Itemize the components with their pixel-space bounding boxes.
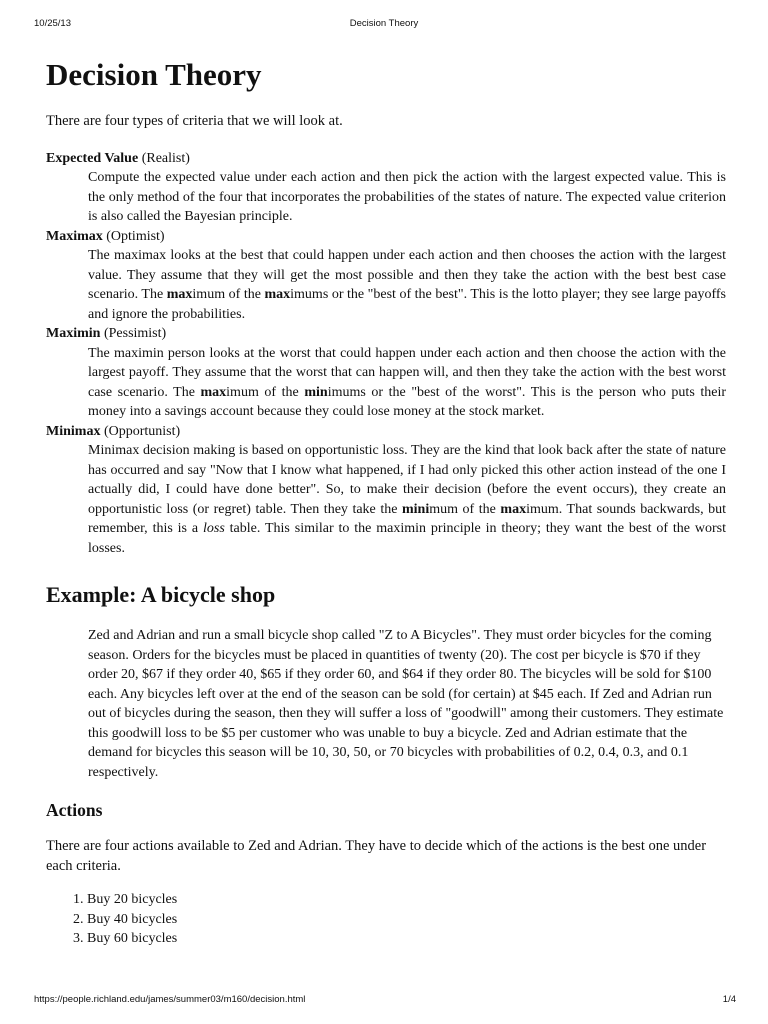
- criterion-description-segment: max: [166, 287, 193, 302]
- criterion-description: [88, 168, 726, 227]
- example-paragraph: Zed and Adrian and run a small bicycle shop called "Z to A Bicycles". They must order bicycles for the coming season. Orders for the bicycles must be placed in quantities of twenty (20). The cost per bicycle is $70 if they order 20, $67 if they order 40, $65 if they order 60, and $64 if they order 80. The bicycles will be sold for $100 each. Any bicycles left over at the end of the season can be sold (for certain) at $45 each. If Zed and Adrian run out of bicycles during the season, then they will suffer a loss of "goodwill" among their customers. They estimate this goodwill loss to be $5 per customer who was unable to buy a bicycle. Zed and Adrian estimate that the demand for bicycles this season will be 10, 30, 50, or 70 bicycles with probabilities of 0.2, 0.4, 0.3, and 0.1 respectively.: [88, 628, 724, 780]
- criterion-term: [46, 422, 726, 442]
- criterion-description-segment: imum of the: [192, 287, 265, 302]
- intro-text: There are four types of criteria that we will look at.: [46, 113, 343, 129]
- criterion-name: Expected Value: [46, 150, 139, 166]
- actions-paragraph: There are four actions available to Zed and Adrian. They have to decide which of the actions is the best one under each criteria.: [46, 838, 707, 874]
- criterion-description-segment: imum of the: [226, 384, 305, 400]
- actions-list: [46, 890, 726, 949]
- criterion-name: Maximin: [46, 326, 101, 341]
- criterion-qualifier: (Optimist): [106, 228, 165, 244]
- criterion-term: [46, 227, 726, 247]
- criterion-description: [88, 344, 726, 422]
- criterion-description-segment: table. This similar to the maximin principle in theory; they want the best of the worst losses.: [88, 521, 726, 556]
- criterion-description: [88, 246, 726, 324]
- print-footer-url: https://people.richland.edu/james/summer03/m160/decision.html: [34, 994, 306, 1005]
- actions-heading: Actions: [46, 800, 103, 820]
- criterion-description-segment: min: [304, 384, 328, 400]
- criterion-qualifier: (Opportunist): [103, 423, 181, 439]
- criterion-description-segment: The maximin person looks at the worst that could happen under each action and then choose the action with the largest payoff. They assume that the worst that can happen will, and then they take the action with the best worst case scenario. The: [88, 345, 726, 400]
- criteria-list: [46, 149, 726, 559]
- action-item: 1. Buy 20 bicycles: [87, 890, 726, 910]
- criterion-description-segment: mum of the: [429, 501, 501, 517]
- print-header-title: Decision Theory: [349, 18, 419, 29]
- criterion-description-segment: imums or the "best of the best". This is the lotto player; they see large payoffs and ignore the probabilities.: [88, 287, 727, 322]
- criterion-description-segment: max: [264, 287, 291, 302]
- criterion-description-segment: imum. That sounds backwards, but remember, this is a: [88, 501, 727, 536]
- action-item: 3. Buy 60 bicycles: [87, 929, 726, 949]
- criterion-description-segment: imums or the "best of the worst". This is the person who puts their money into a savings account because they could lose money at the stock market.: [88, 384, 727, 419]
- criterion-description-segment: The maximax looks at the best that could happen under each action and then chooses the action with the largest value. They assume that they will get the most possible and then they take the action with the best best case scenario. The: [88, 248, 726, 302]
- action-item: 2. Buy 40 bicycles: [87, 910, 726, 930]
- print-footer-page: 1/4: [722, 994, 736, 1005]
- criterion-name: Maximax: [46, 228, 103, 244]
- criterion-description-segment: max: [200, 384, 227, 400]
- criterion-qualifier: (Realist): [141, 150, 190, 166]
- print-header-date: 10/25/13: [34, 18, 71, 29]
- criterion-description-segment: Compute the expected value under each action and then pick the action with the largest expected value. This is the only method of the four that incorporates the probabilities of the states of nature. The expected value criterion is also called the Bayesian principle.: [88, 170, 726, 224]
- criterion-term: [46, 324, 726, 344]
- criterion-description: [88, 441, 726, 558]
- example-heading: Example: A bicycle shop: [46, 582, 276, 607]
- page-content: [46, 56, 726, 949]
- criterion-description-segment: loss: [202, 521, 225, 536]
- print-footer: [0, 994, 768, 1008]
- criterion-description-segment: Minimax decision making is based on opportunistic loss. They are the kind that look back after the state of nature has occurred and say "Now that I know what happened, if I had only picked this other action instead of the one I actually did, I could have done better". So, to make their decision (before the event occurs), they create an opportunistic loss (or regret) table. Then they take the: [88, 443, 726, 517]
- page-title: Decision Theory: [46, 57, 262, 92]
- criterion-name: Minimax: [46, 423, 101, 439]
- criterion-description-segment: mini: [401, 501, 430, 517]
- criterion-description-segment: max: [500, 501, 527, 517]
- criterion-qualifier: (Pessimist): [103, 326, 167, 341]
- print-header: [0, 18, 768, 32]
- criterion-term: [46, 149, 726, 169]
